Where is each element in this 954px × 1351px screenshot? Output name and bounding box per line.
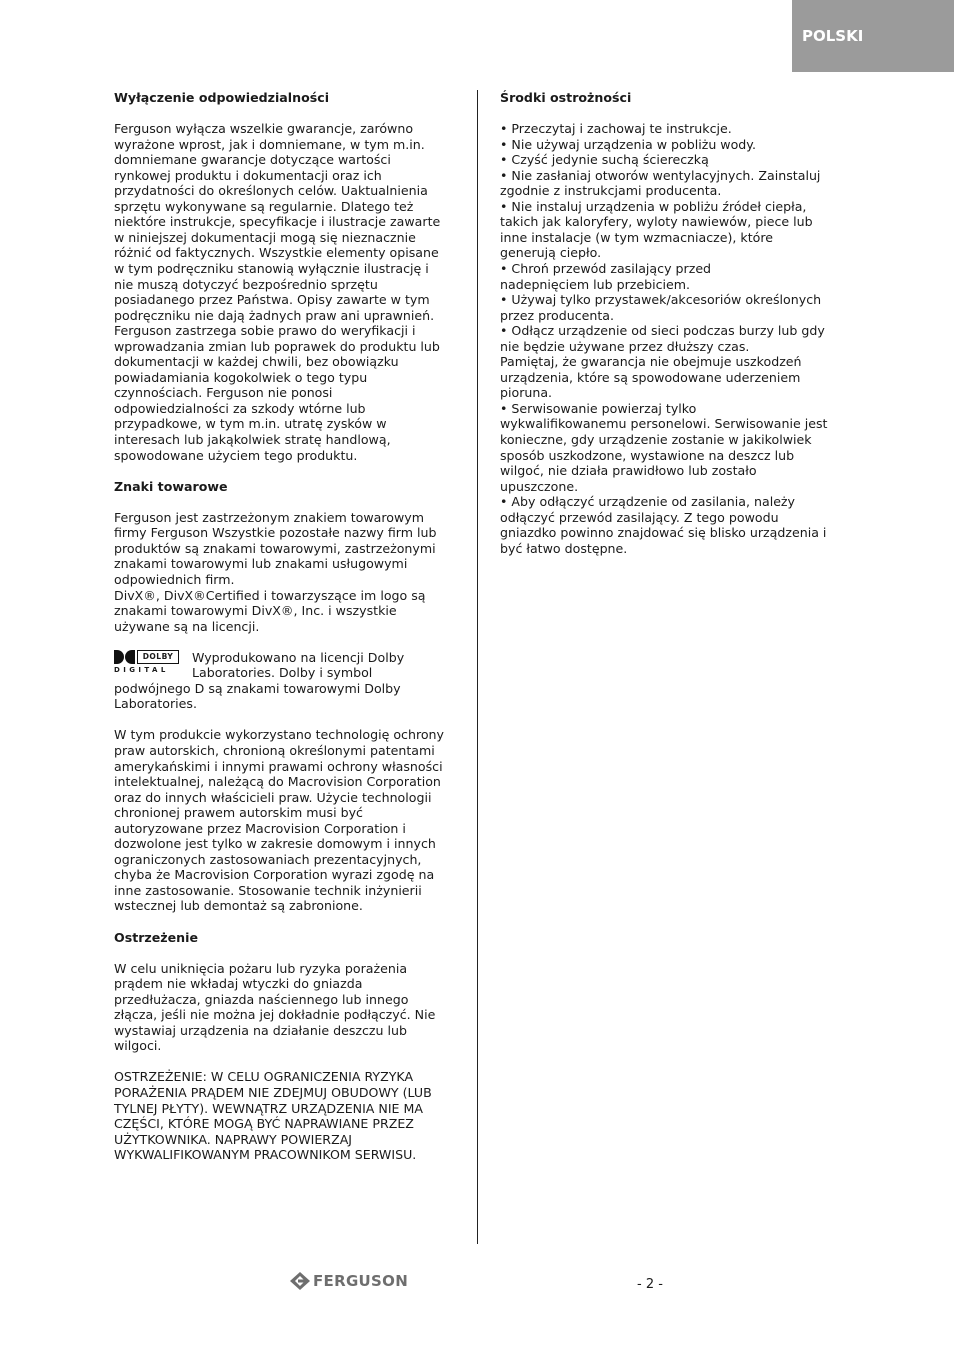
precaution-item: • Serwisowanie powierzaj tylko wykwalifikowanemu personelowi. Serwisowanie jest konieczne, gdy urządzenie zostanie w jakikolwiek sposób uszkodzone, wystawione na deszcz lub wilgoć, nie działa prawidłowo lub zostało upuszczone. [500,400,828,494]
precaution-item: • Czyść jedynie suchą ściereczką [500,152,709,168]
double-d-icon [114,650,136,664]
ferguson-emblem-icon [290,1272,310,1290]
warning-heading: Ostrzeżenie [114,929,198,945]
trademarks-heading: Znaki towarowe [114,478,228,494]
column-divider [477,90,478,1244]
dolby-logo-subtext: DIGITAL [114,665,169,674]
warning-body: W celu uniknięcia pożaru lub ryzyka porażenia prądem nie wkładaj wtyczki do gniazda przedłużacza, gniazda naściennego lub innego złącza, jeśli nie można jej dokładnie podłączyć. Nie wystawiaj urządzenia na działanie deszczu lub wilgoci. [114,960,436,1054]
precaution-item: • Chroń przewód zasilający przed nadepnięciem lub przebiciem. [500,261,712,292]
right-column [500,90,838,556]
precaution-item: • Odłącz urządzenie od sieci podczas burzy lub gdy nie będzie używane przez dłuższy czas. Pamiętaj, że gwarancja nie obejmuje uszkodzeń urządzenia, które są spowodowane uderzeniem pioruna. [500,323,825,401]
precaution-item: • Aby odłączyć urządzenie od zasilania, należy odłączyć przewód zasilający. Z tego powodu gniazdko powinno znajdować się blisko urządzenia i być łatwo dostępne. [500,494,827,556]
precaution-item: • Nie używaj urządzenia w pobliżu wody. [500,136,756,152]
dolby-text-lines: Wyprodukowano na licencji Dolby Laboratories. Dolby i symbol [192,649,405,681]
precaution-item: • Używaj tylko przystawek/akcesoriów określonych przez producenta. [500,292,822,323]
precaution-item: • Nie instaluj urządzenia w pobliżu źródeł ciepła, takich jak kaloryfery, wyloty nawiewów, piece lub inne instalacje (w tym wzmacniacze), które generują ciepło. [500,198,813,261]
precaution-item: • Przeczytaj i zachowaj te instrukcje. [500,121,732,137]
left-column [114,90,454,1163]
dolby-text-rest: podwójnego D są znakami towarowymi Dolby Laboratories. [114,680,401,712]
precautions-heading: Środki ostrożności [500,90,632,105]
precaution-item: • Nie zasłaniaj otworów wentylacyjnych. Zainstaluj zgodnie z instrukcjami producenta. [500,167,821,199]
language-tab: POLSKI [792,0,954,72]
ferguson-brand-text: FERGUSON [313,1272,409,1290]
disclaimer-heading: Wyłączenie odpowiedzialności [114,90,330,105]
macrovision-notice: W tym produkcie wykorzystano technologię ochrony praw autorskich, chronioną określonymi patentami amerykańskimi i innymi prawami ochrony własności intelektualnej, należącą do Macrovision Corporation oraz do innych właścicieli praw. Użycie technologii chronionej prawem autorskim musi być autoryzowane przez Macrovision Corporation i dozwolone jest tylko w zakresie domowym i innych ograniczonych zastosowaniach prezentacyjnych, chyba że Macrovision Corporation wyrazi zgodę na inne zastosowanie. Stosowanie technik inżynierii wstecznej lub demontaż są zabronione. [114,727,444,914]
dolby-notice [114,650,454,681]
disclaimer-body: Ferguson wyłącza wszelkie gwarancje, zarówno wyrażone wprost, jak i domniemane, w tym m.in. domniemane gwarancje dotyczące wartości rynkowej produktu i dokumentacji oraz ich przydatności do określonych celów. Uaktualnienia sprzętu wykonywane są regularnie. Dlatego też niektóre instrukcje, specyfikacje i ilustracje zawarte w niniejszej dokumentacji mogą się nieznacznie różnić od faktycznych. Wszystkie elementy opisane w tym podręczniku stanowią wyłącznie ilustrację i nie muszą dotyczyć bezpośrednio sprzętu posiadanego przez Państwa. Opisy zawarte w tym podręczniku nie dają żadnych praw ani uprawnień. Ferguson zastrzega sobie prawo do weryfikacji i wprowadzania zmian lub poprawek do produktu lub dokumentacji w każdej chwili, bez obowiązku powiadamiania kogokolwiek o tego typu czynnościach. Ferguson nie ponosi odpowiedzialności za szkody wtórne lub przypadkowe, w tym m.in. utratę zysków w interesach lub jakąkolwiek stratę handlową, spowodowane użyciem tego produktu. [114,121,441,463]
page-number: - 2 - [637,1277,663,1292]
dolby-digital-logo [114,650,178,676]
warning-caps: OSTRZEŻENIE: W CELU OGRANICZENIA RYZYKA PORAŻENIA PRĄDEM NIE ZDEJMUJ OBUDOWY (LUB TYLNEJ PŁYTY). WEWNĄTRZ URZĄDZENIA NIE MA CZĘŚCI, KTÓRE MOGĄ BYĆ NAPRAWIANE PRZEZ UŻYTKOWNIKA. NAPRAWY POWIERZAJ WYKWALIFIKOWANYM PRACOWNIKOM SERWISU. [114,1069,432,1163]
ferguson-logo [290,1271,408,1291]
trademarks-body: Ferguson jest zastrzeżonym znakiem towarowym firmy Ferguson Wszystkie pozostałe nazwy firm lub produktów są znakami towarowymi, zastrzeżonymi znakami towarowymi lub znakami usługowymi odpowiednich firm. DivX®, DivX®Certified i towarzyszące im logo są znakami towarowymi DivX®, Inc. i wszystkie używane są na licencji. [114,509,437,634]
dolby-logo-text: DOLBY [137,650,179,664]
